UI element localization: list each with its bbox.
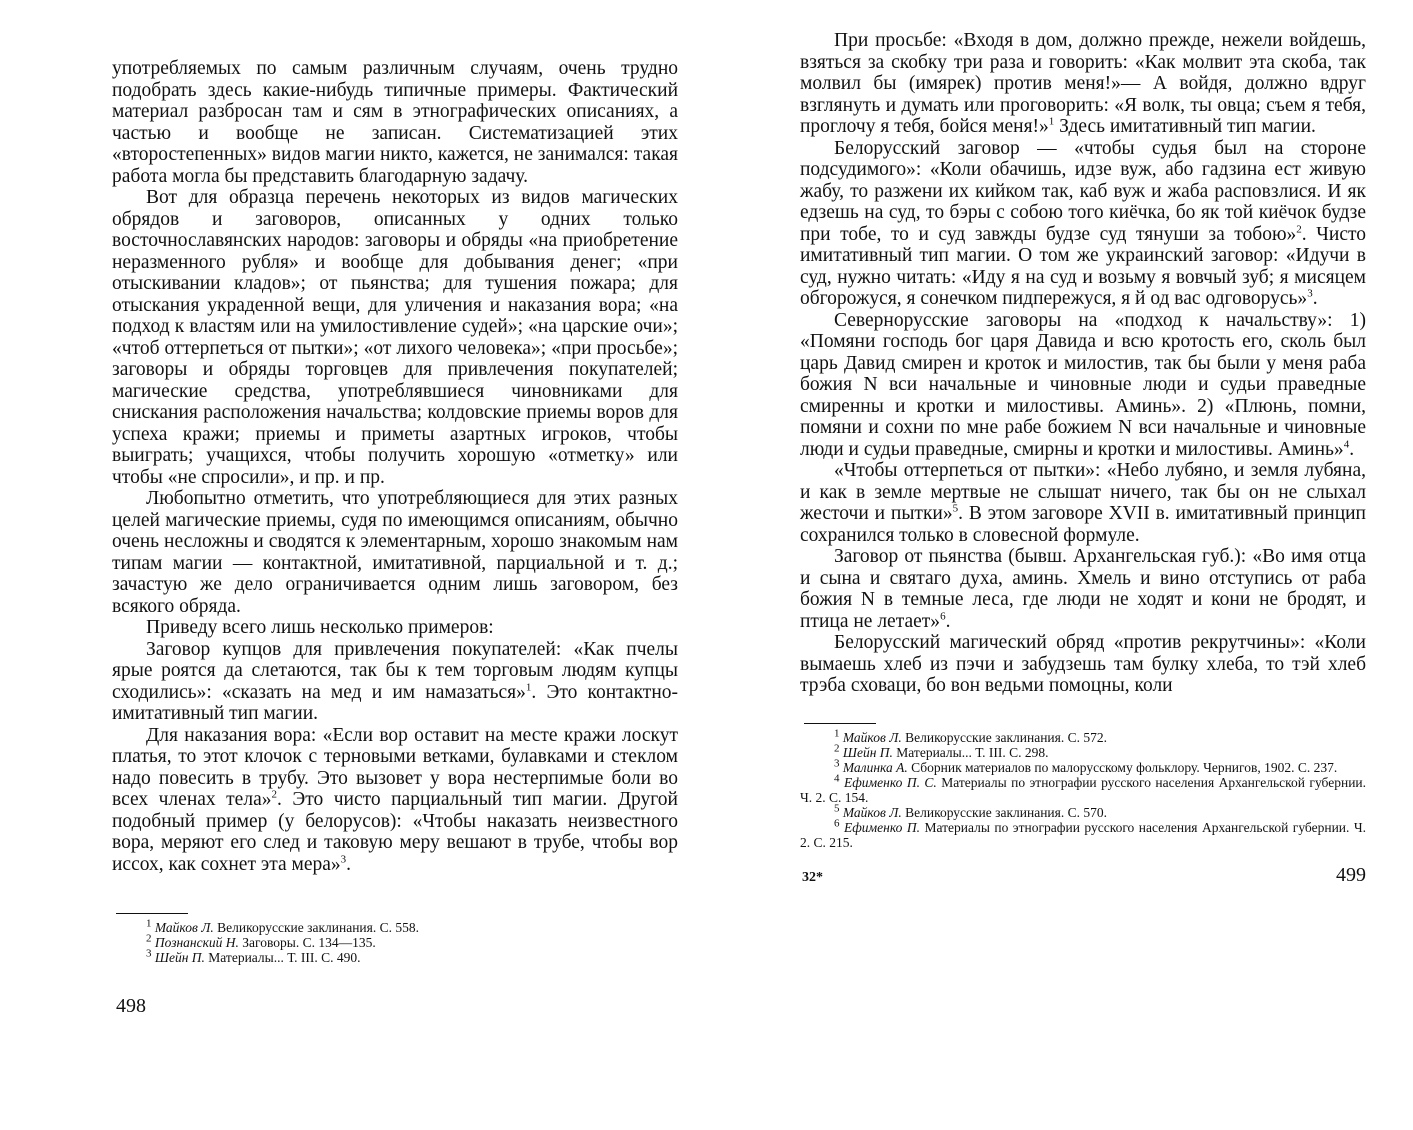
paragraph: Вот для образца перечень некоторых из видов магических обрядов и заговоров, описанных у одних только восточнославянских народов: заговоры и обряды «на приобретение неразменного рубля» и вообще для добывания денег; «при отыскивании кладов»; от пьянства; для тушения пожара; для отыскания украденной вещи, для уличения и наказания вора; «на подход к властям или на умилостивление судей»; «на царские очи»; «чтоб оттерпеться от пытки»; «от лихого человека»; «при просьбе»; заговоры и обряды торговцев для привлечения покупателей; магические средства, употреблявшиеся чиновниками для снискания расположения начальства; колдовские приемы воров для успеха кражи; приемы и приметы азартных игроков, чтобы выиграть; учащихся, чтобы получить хорошую «отметку» или чтобы «не спросили», и пр. и пр. xyxy=(112,187,678,488)
page-number: 499 xyxy=(1336,863,1366,886)
footnote: $^2$ Познанский Н. Заговоры. С. 134—135. xyxy=(146,932,376,950)
footnote-ref: 1 xyxy=(1048,115,1055,128)
footnote-ref: 2 xyxy=(271,788,277,801)
footnote: $^3$ Шейн П. Материалы... Т. III. С. 490. xyxy=(146,947,361,965)
paragraph: Белорусский заговор — «чтобы судья был на стороне подсудимого»: «Коли обачишь, идзе вуж, або гадзина ест живую жабу, то разжени их кийком так, каб вуж и жаба расповзлися. И як едзешь на суд, то бэры с собою того киёчка, бо як той киёчок будзе при тобе, то и суд завжды будзе суд тянуши за тобою»$^2$. Чисто имитативный тип магии. О том же украинский заговор: «Идучи в суд, нужно читать: «Иду я на суд и возьму я вовчый зуб; я мисяцем обгорожуся, я сонечком пидпережуся, я й од вас одговорусь»$^3$. xyxy=(800,137,1366,309)
signature-mark: 32* xyxy=(802,869,823,885)
footnote-ref: 4 xyxy=(1343,438,1350,450)
footnote-ref: 6 xyxy=(940,610,946,622)
footnote-divider xyxy=(116,913,188,914)
footnote-ref: 1 xyxy=(525,681,532,693)
footnote: $^1$ Майков Л. Великорусские заклинания. С. 572. xyxy=(834,727,1107,745)
footnote: $^5$ Майков Л. Великорусские заклинания. С. 570. xyxy=(834,802,1107,820)
paragraph: «Чтобы оттерпеться от пытки»: «Небо лубяно, и земля лубяна, и как в земле мертвые не слышат ничего, так бы он не слыхал жесточи и пытки»$^5$. В этом заговоре XVII в. имитативный принцип сохранился только в словесной формуле. xyxy=(800,460,1366,546)
paragraph: употребляемых по самым различным случаям, очень трудно подобрать здесь какие-нибудь типичные примеры. Фактический материал разбросан там и сям в этнографических описаниях, а частью и вообще не записан. Систематизацией этих «второстепенных» видов магии никто, кажется, не занимался: такая работа могла бы представить благодарную задачу. xyxy=(112,58,678,187)
paragraph: Приведу всего лишь несколько примеров: xyxy=(146,617,494,638)
right-page-footer xyxy=(800,864,1366,887)
footnote-ref: 3 xyxy=(340,853,347,865)
right-page-body xyxy=(800,30,1366,697)
footnote-ref: 5 xyxy=(952,502,959,515)
footnote: $^6$ Ефименко П. Материалы по этнографии русского населения Архангельской губернии. Ч. 2. С. 215. xyxy=(800,817,1367,850)
left-page xyxy=(112,0,678,1018)
paragraph: При просьбе: «Входя в дом, должно прежде, нежели войдешь, взяться за скобку три раза и говорить: «Как молвит эта скоба, так молвил бы (имярек) против меня!»— А войдя, должно вдруг взглянуть и думать или проговорить: «Я волк, ты овца; съем я тебя, проглочу я тебя, бойся меня!»$^1$ Здесь имитативный тип магии. xyxy=(800,30,1366,137)
footnote-ref: 2 xyxy=(1296,223,1302,235)
left-page-body xyxy=(112,58,678,875)
paragraph: Любопытно отметить, что употребляющиеся для этих разных целей магические приемы, судя по имеющимся описаниям, обычно очень несложны и сводятся к элементарным, хорошо знакомым нам типам магии — контактной, имитативной, парциальной и т. д.; зачастую же дело ограничивается одним лишь заговором, без всякого обряда. xyxy=(112,488,678,617)
paragraph: Белорусский магический обряд «против рекрутчины»: «Коли вымаешь хлеб из пэчи и забудзешь там булку хлеба, то тэй хлеб трэба сховаци, бо вон ведьми помоцны, коли xyxy=(800,632,1366,696)
footnote: $^3$ Малинка А. Сборник материалов по малорусскому фольклору. Чернигов, 1902. С. 237. xyxy=(834,757,1338,775)
left-footnotes xyxy=(112,917,678,965)
right-page xyxy=(800,0,1366,887)
paragraph: Севернорусские заговоры на «подход к начальству»: 1) «Помяни господь бог царя Давида и всю кротость его, сколь был царь Давид смирен и кроток и милостив, так бы были у меня раба божия N вси начальные и чиновные люди и судьи праведные смиренны и кротки и милостивы. Аминь». 2) «Плюнь, помни, помяни и сохни по мне рабе божием N вси начальные и чиновные люди и судьи праведные, смирны и кротки и милостивы. Аминь»$^4$. xyxy=(800,309,1366,460)
footnote-ref: 3 xyxy=(1307,287,1313,300)
footnote: $^1$ Майков Л. Великорусские заклинания. С. 558. xyxy=(146,917,419,935)
footnote: $^4$ Ефименко П. С. Материалы по этнографии русского населения Архангельской губернии. Ч. 2. С. 154. xyxy=(800,772,1367,805)
footnote: $^2$ Шейн П. Материалы... Т. III. С. 298. xyxy=(834,742,1049,760)
right-footnotes xyxy=(800,727,1367,850)
paragraph: Заговор купцов для привлечения покупателей: «Как пчелы ярые роятся да слетаются, так бы к тем торговым людям купцы сходились»: «сказать на мед и им намазаться»$^1$. Это контактно-имитативный тип магии. xyxy=(112,638,679,724)
page-number: 498 xyxy=(116,995,146,1017)
paragraph: Заговор от пьянства (бывш. Архангельская губ.): «Во имя отца и сына и святаго духа, аминь. Хмель и вино отступись от раба божия N в темные леса, где люди не ходят и кони не бродят, и птица не летает»$^6$. xyxy=(800,546,1366,632)
paragraph: Для наказания вора: «Если вор оставит на месте кражи лоскут платья, то этот клочок с терновыми ветками, булавками и стеклом надо повесить в трубу. Это вызовет у вора нестерпимые боли во всех членах тела»$^2$. Это чисто парциальный тип магии. Другой подобный пример (у белорусов): «Чтобы наказать неизвестного вора, меряют его след и таковую меру вешают в трубе, чтобы вор иссох, как сохнет эта мера»$^3$. xyxy=(112,724,678,875)
footnote-divider xyxy=(804,723,876,724)
